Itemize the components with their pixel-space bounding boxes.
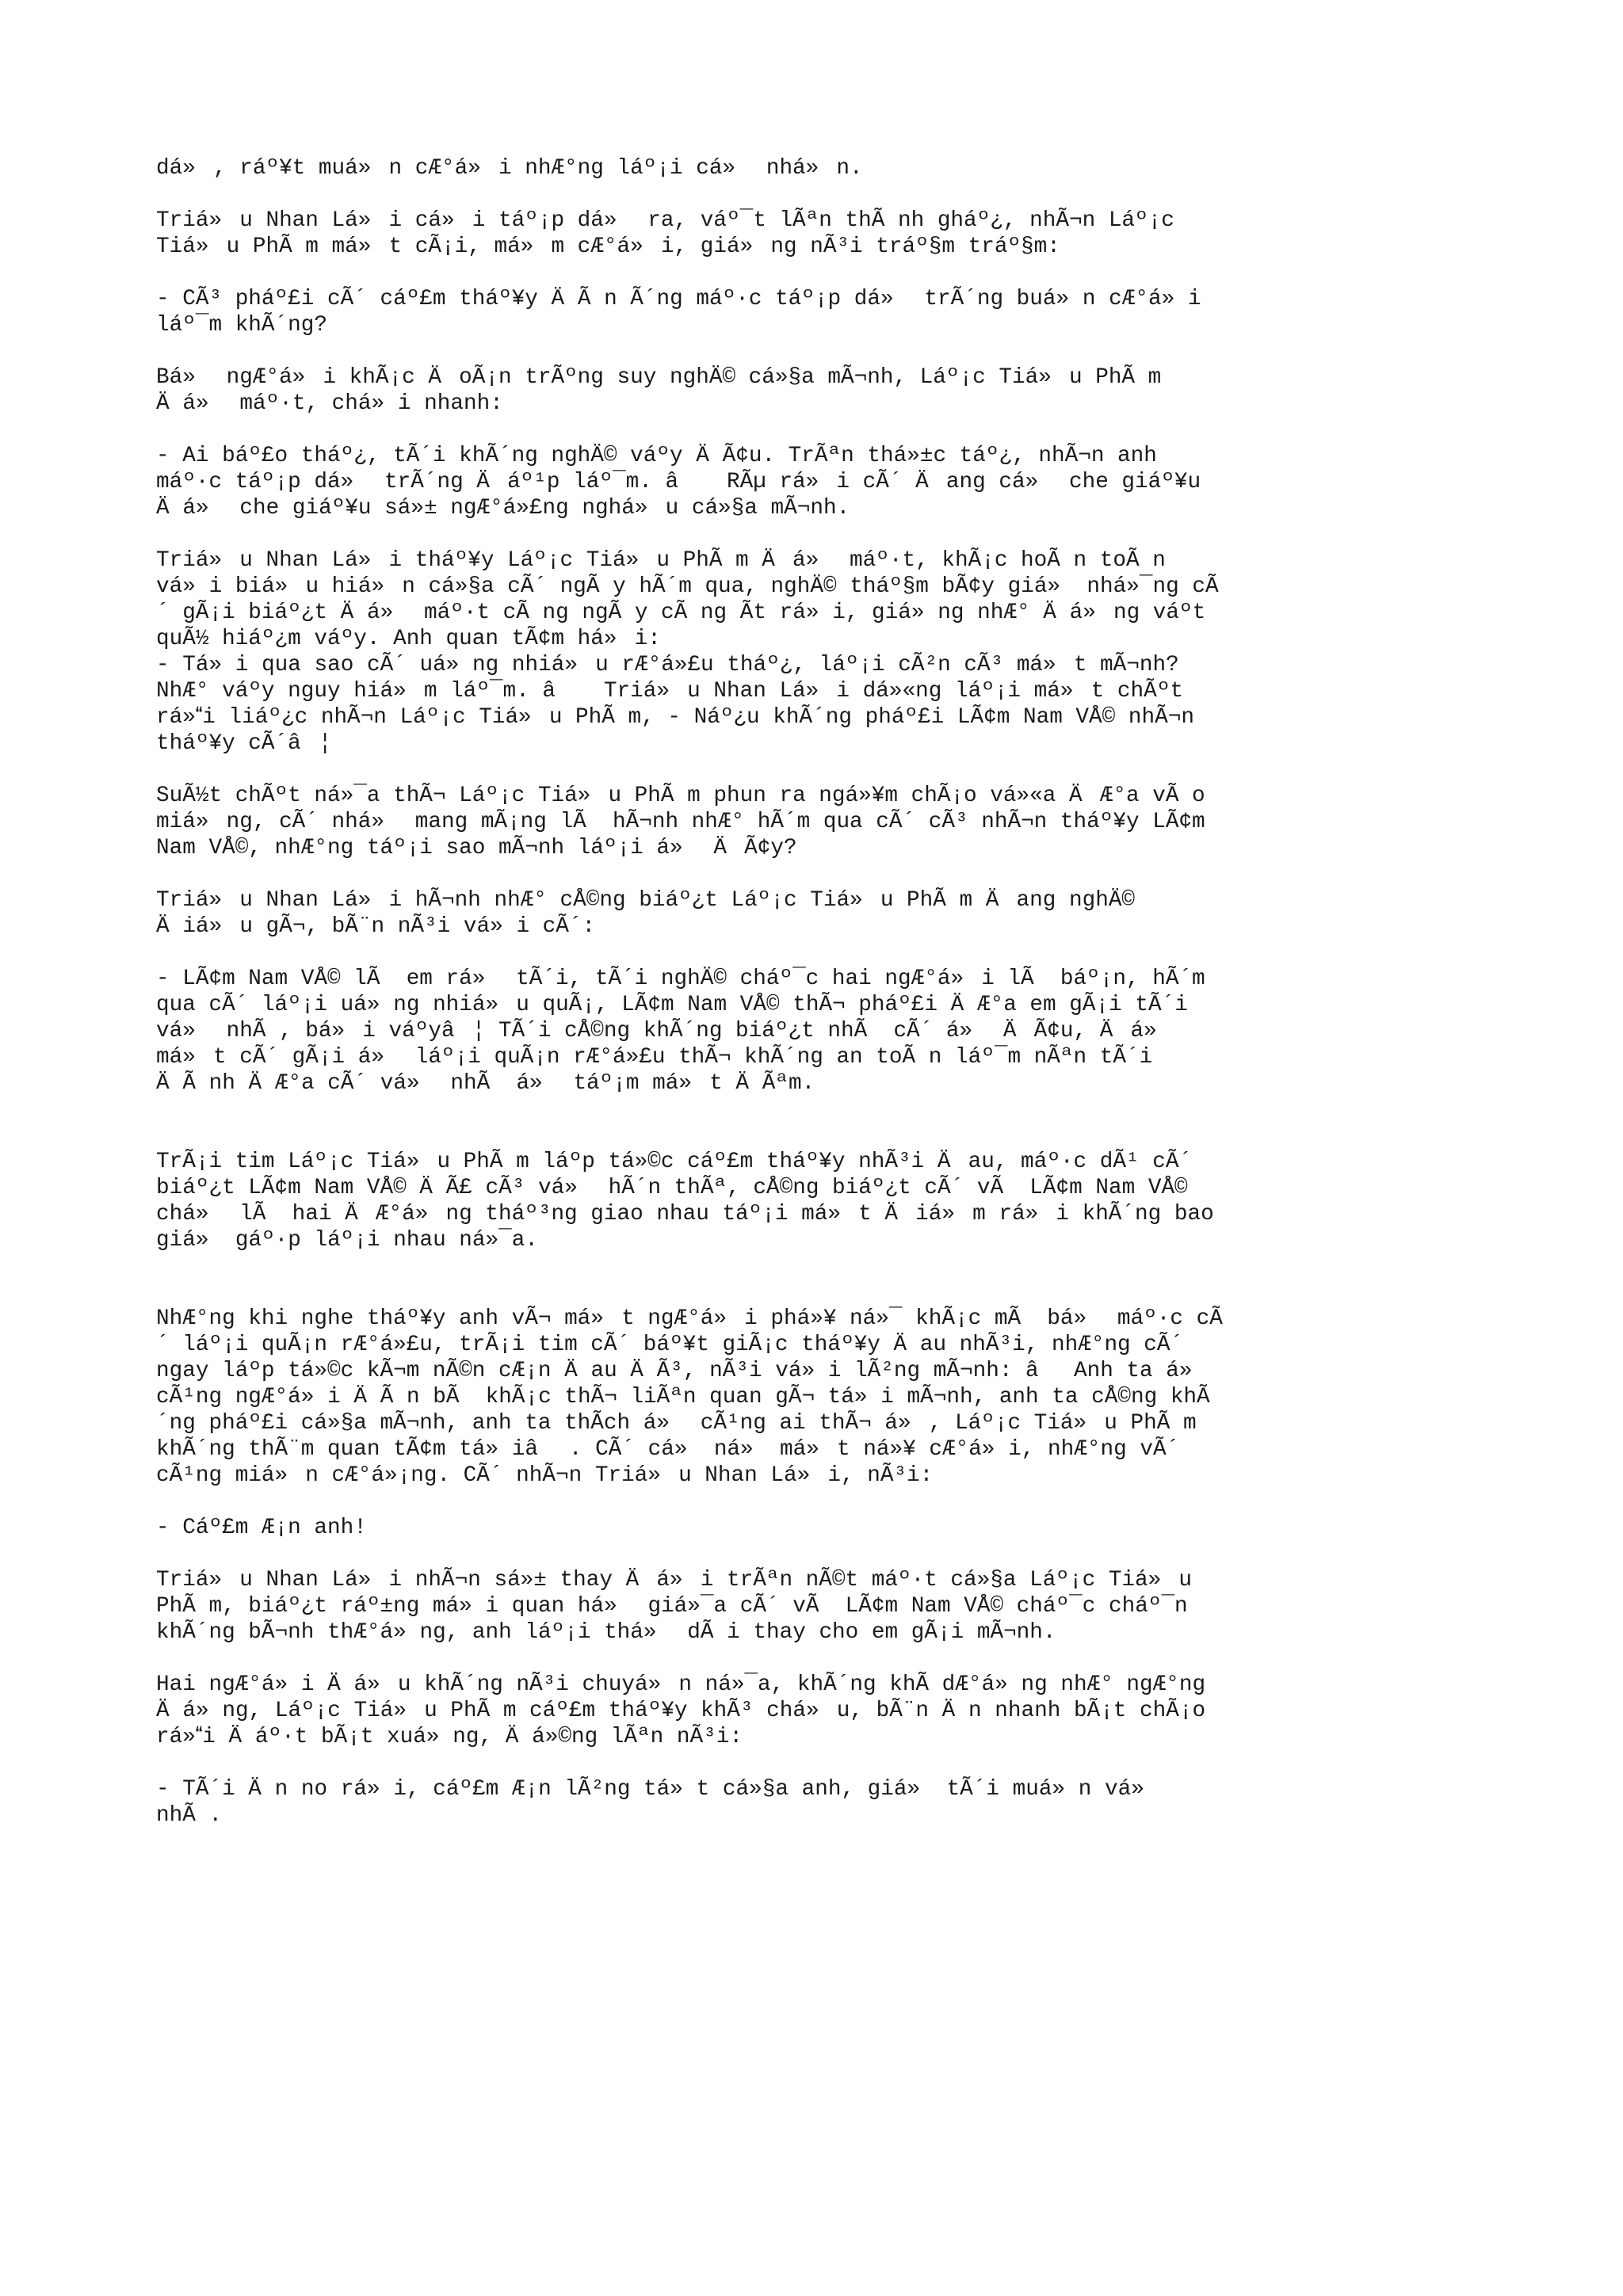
paragraph-4: Bá» ngÆ°á»i khÃ¡c ÄoÃ¡n trÃºng suy nghÄ© cá»§a mÃ¬nh, Láº¡c Tiá»u PhÃ m Äá» máº·t, chá»i nhanh: — [156, 365, 1162, 416]
paragraph-10: TrÃ¡i tim Láº¡c Tiá»u PhÃ m láºp tá»©c cáº£m tháº¥y nhÃ³i Äau, máº·c dÃ¹ cÃ´ biáº¿t LÃ¢m Nam VÅ© ÄÃ£ cÃ³ vá» hÃ´n thÃª, cÅ©ng biáº¿t cÃ´ vÃ LÃ¢m Nam VÅ© chá» lÃ hai ÄÆ°á»ng tháº³ng giao nhau táº¡i má»t Äiá»m rá»i khÃ´ng bao giá» gáº·p láº¡i nhau ná»¯a. — [156, 1150, 1214, 1253]
paragraph-14: Hai ngÆ°á»i Äá»u khÃ´ng nÃ³i chuyá»n ná»¯a, khÃ´ng khÃ dÆ°á»ng nhÆ° ngÆ°ng Äá»ng, Láº¡c Tiá»u PhÃ m cáº£m tháº¥y khÃ³ chá»u, bÃ¨n Än nhanh bÃ¡t chÃ¡o rá»i Äáº·t bÃ¡t xuá»ng, Äá»©ng lÃªn nÃ³i: — [156, 1672, 1206, 1749]
paragraph-13: Triá»u Nhan Lá»i nhÃ¬n sá»± thay Äá»i trÃªn nÃ©t máº·t cá»§a Láº¡c Tiá»u PhÃ m, biáº¿t ráº±ng má»i quan há» giá»¯a cÃ´ vÃ LÃ¢m Nam VÅ© cháº¯c cháº¯n khÃ´ng bÃ¬nh thÆ°á»ng, anh láº¡i thá» dÃ i thay cho em gÃ¡i mÃ¬nh. — [156, 1568, 1193, 1645]
paragraph-9: - LÃ¢m Nam VÅ© lÃ em rá» tÃ´i, tÃ´i nghÄ© cháº¯c hai ngÆ°á»i lÃ báº¡n, hÃ´m qua cÃ´ láº¡i uá»ng nhiá»u quÃ¡, LÃ¢m Nam VÅ© thÃ¬ pháº£i ÄÆ°a em gÃ¡i tÃ´i vá» nhÃ , bá»i váºyâ¦ TÃ´i cÅ©ng khÃ´ng biáº¿t nhÃ cÃ´ á» ÄÃ¢u, Äá» má»t cÃ´ gÃ¡i á» láº¡i quÃ¡n rÆ°á»£u thÃ¬ khÃ´ng an toÃ n láº¯m nÃªn tÃ´i ÄÃ nh ÄÆ°a cÃ´ vá» nhÃ á» táº¡m má»t ÄÃªm. — [156, 967, 1205, 1096]
paragraph-7: SuÃ½t chÃºt ná»¯a thÃ¬ Láº¡c Tiá»u PhÃ m phun ra ngá»¥m chÃ¡o vá»«a ÄÆ°a vÃ o miá»ng, cÃ´ nhá» mang mÃ¡ng lÃ hÃ¬nh nhÆ° hÃ´m qua cÃ´ cÃ³ nhÃ¬n tháº¥y LÃ¢m Nam VÅ©, nhÆ°ng táº¡i sao mÃ¬nh láº¡i á» ÄÃ¢y? — [156, 784, 1205, 860]
paragraph-5: - Ai báº£o tháº¿, tÃ´i khÃ´ng nghÄ© váºy ÄÃ¢u. TrÃªn thá»±c táº¿, nhÃ¬n anh máº·c táº¡p dá» trÃ´ng Äáº¹p láº¯m. â RÃµ rá»i cÃ´ Äang cá» che giáº¥u Äá» che giáº¥u sá»± ngÆ°á»£ng nghá»u cá»§a mÃ¬nh. — [156, 444, 1201, 521]
paragraph-2: Triá»u Nhan Lá»i cá»i táº¡p dá» ra, váº¯t lÃªn thÃ nh gháº¿, nhÃ¬n Láº¡c Tiá»u PhÃ m má»t cÃ¡i, má»m cÆ°á»i, giá»ng nÃ³i tráº§m tráº§m: — [156, 208, 1174, 259]
paragraph-1: dá», ráº¥t muá»n cÆ°á»i nhÆ°ng láº¡i cá» nhá»n. — [156, 156, 863, 181]
paragraph-11: NhÆ°ng khi nghe tháº¥y anh vÃ¬ má»t ngÆ°á»i phá»¥ ná»¯ khÃ¡c mÃ bá» máº·c cÃ ´ láº¡i quÃ¡n rÆ°á»£u, trÃ¡i tim cÃ´ báº¥t giÃ¡c tháº¥y Äau nhÃ³i, nhÆ°ng cÃ´ ngay láºp tá»©c kÃ¬m nÃ©n cÆ¡n Äau ÄÃ³, nÃ³i vá»i lÃ²ng mÃ¬nh: âAnh ta á» cÃ¹ng ngÆ°á»i ÄÃ n bÃ khÃ¡c thÃ¬ liÃªn quan gÃ¬ tá»i mÃ¬nh, anh ta cÅ©ng khÃ ´ng pháº£i cá»§a mÃ¬nh, anh ta thÃch á» cÃ¹ng ai thÃ¬ á», Láº¡c Tiá»u PhÃ m khÃ´ng thÃ¨m quan tÃ¢m tá»iâ. CÃ´ cá» ná» má»t ná»¥ cÆ°á»i, nhÆ°ng vÃ´ cÃ¹ng miá» n cÆ°á»¡ng. CÃ´ nhÃ¬n Triá»u Nhan Lá»i, nÃ³i: — [156, 1306, 1223, 1488]
paragraph-3: - CÃ³ pháº£i cÃ´ cáº£m tháº¥y ÄÃ n Ã´ng máº·c táº¡p dá» trÃ´ng buá»n cÆ°á»i láº¯m khÃ´ng? — [156, 287, 1201, 338]
document-page — [156, 155, 1472, 1855]
paragraph-12: - Cáº£m Æ¡n anh! — [156, 1516, 367, 1540]
paragraph-6: Triá»u Nhan Lá»i tháº¥y Láº¡c Tiá»u PhÃ m Äá» máº·t, khÃ¡c hoÃ n toÃ n vá»i biá»u hiá»n cá»§a cÃ´ ngÃ y hÃ´m qua, nghÄ© tháº§m bÃ¢y giá» nhá»¯ng cÃ ´ gÃ¡i biáº¿t Äá» máº·t cÃ ng ngÃ y cÃ ng Ãt rá»i, giá»ng nhÆ° Äá»ng váºt quÃ½ hiáº¿m váºy. Anh quan tÃ¢m há»i: - Tá»i qua sao cÃ´ uá»ng nhiá»u rÆ°á»£u tháº¿, láº¡i cÃ²n cÃ³ má»t mÃ¬nh? NhÆ° váºy nguy hiá»m láº¯m. â Triá»u Nhan Lá»i dá»«ng láº¡i má»t chÃºt rá»i liáº¿c nhÃ¬n Láº¡c Tiá»u PhÃ m, - Náº¿u khÃ´ng pháº£i LÃ¢m Nam VÅ© nhÃ¬n tháº¥y cÃ´â¦ — [156, 548, 1219, 756]
paragraph-8: Triá»u Nhan Lá»i hÃ¬nh nhÆ° cÅ©ng biáº¿t Láº¡c Tiá»u PhÃ m Äang nghÄ© Äiá»u gÃ¬, bÃ¨n nÃ³i vá»i cÃ´: — [156, 888, 1136, 939]
paragraph-15: - TÃ´i Än no rá»i, cáº£m Æ¡n lÃ²ng tá»t cá»§a anh, giá» tÃ´i muá»n vá» nhÃ . — [156, 1777, 1163, 1828]
